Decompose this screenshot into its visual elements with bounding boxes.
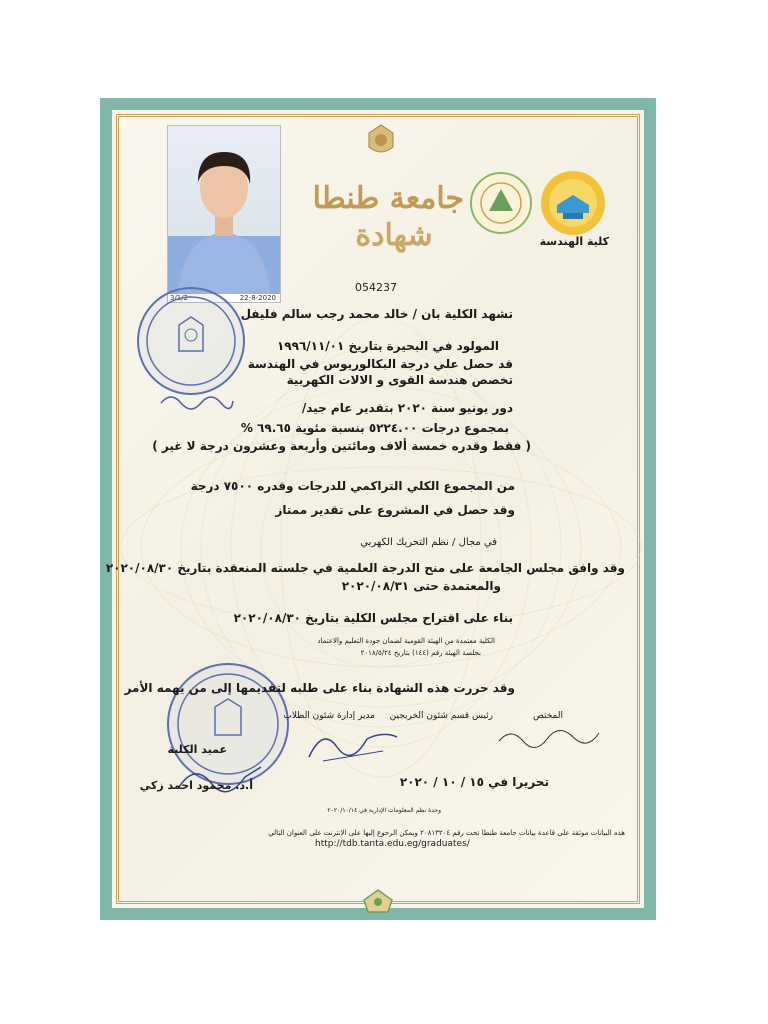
- graduates-head-label: رئيس قسم شئون الخريجين: [389, 711, 493, 721]
- faculty-council-line: بناء على اقتراح مجلس الكلية بتاريخ ٢٠٢٠/٠٨/٣٠: [233, 611, 513, 625]
- student-portrait: [168, 126, 280, 294]
- mis-unit-line: وحدة نظم المعلومات الإدارية في ٢٠٢٠/١٠/١٤: [327, 807, 441, 814]
- certificate-sheet: [100, 98, 656, 920]
- university-seal-top: [137, 287, 245, 395]
- faculty-logo-icon: [539, 169, 607, 237]
- approved-until-line: والمعتمدة حتى ٢٠٢٠/٠٨/٣١: [341, 579, 501, 593]
- session-grade-line: دور يونيو سنة ٢٠٢٠ بتقدير عام جيد/: [301, 401, 513, 415]
- field-line: في مجال / نظم التحريك الكهربي: [360, 537, 497, 548]
- degree-line: قد حصل علي درجة البكالوريوس في الهندسة: [247, 357, 513, 371]
- bottom-emblem-icon: [362, 888, 394, 914]
- verification-url: http://tdb.tanta.edu.eg/graduates/: [315, 839, 470, 849]
- department-logo-icon: [469, 171, 533, 235]
- birth-line: المولود في البحيرة بتاريخ ١٩٩٦/١١/٠١: [276, 339, 499, 353]
- score-in-words-line: ( فقط وقدره خمسة ألاف ومائتين وأربعة وعشرون درجة لا غير ): [152, 439, 531, 453]
- director-signature: [303, 717, 403, 767]
- cumulative-total-line: من المجموع الكلي التراكمي للدرجات وقدره ٧٥٠٠ درجة: [190, 479, 515, 493]
- council-approval-line: وقد وافق مجلس الجامعة على منح الدرجة العلمية في جلسته المنعقدة بتاريخ ٢٠٢٠/٠٨/٣٠: [105, 561, 625, 575]
- issuance-purpose-line: وقد حررت هذه الشهادة بناء على طلبه لتقديمها إلى من يهمه الأمر: [124, 681, 515, 695]
- photo-stamp-mark: 3/1/2: [170, 294, 189, 302]
- specialist-signature: [495, 723, 605, 753]
- certificate-body: [105, 114, 640, 904]
- dean-title: عميد الكلية: [167, 743, 227, 756]
- student-photo: [167, 125, 281, 303]
- specialization-line: تخصص هندسة القوى و الالات الكهربية: [286, 373, 513, 387]
- university-name: جامعة طنطا: [312, 181, 464, 216]
- university-crest-icon: [366, 123, 396, 159]
- issue-date: تحريرا في ١٥ / ١٠ / ٢٠٢٠: [399, 775, 549, 789]
- total-score-line: بمجموع درجات ٥٢٢٤.٠٠ بنسبة مئوية ٦٩.٦٥ %: [240, 421, 509, 435]
- certify-line: تشهد الكلية بان / خالد محمد رجب سالم فليفل: [240, 307, 513, 321]
- photo-stamp-date: 22-8-2020: [239, 294, 276, 302]
- verification-note: هذه البيانات موثقة على قاعدة بيانات جامعة طنطا تحت رقم ٢٠٨١٣٢٠٤ ويمكن الرجوع إليها على الانترنت على العنوان التالي: [268, 829, 625, 837]
- specialist-label: المختص: [533, 711, 563, 721]
- student-affairs-director-label: مدير إدارة شئون الطلاب: [283, 711, 375, 721]
- project-grade-line: وقد حصل في المشروع على تقدير ممتاز: [275, 503, 515, 517]
- accreditation-session-line: بجلسة الهيئة رقم (١٤٤) بتاريخ ٢٠١٨/٥/٢٤: [360, 649, 481, 657]
- serial-number: 054237: [355, 281, 397, 294]
- faculty-name: كلية الهندسة: [539, 235, 609, 248]
- title-block: [312, 181, 464, 253]
- document-title: شهادة: [355, 218, 433, 253]
- dean-name: أ.د. محمود احمد زكي: [139, 779, 253, 792]
- handwritten-mark: [157, 389, 237, 413]
- accreditation-line: الكلية معتمدة من الهيئة القومية لضمان جودة التعليم والاعتماد: [317, 637, 495, 645]
